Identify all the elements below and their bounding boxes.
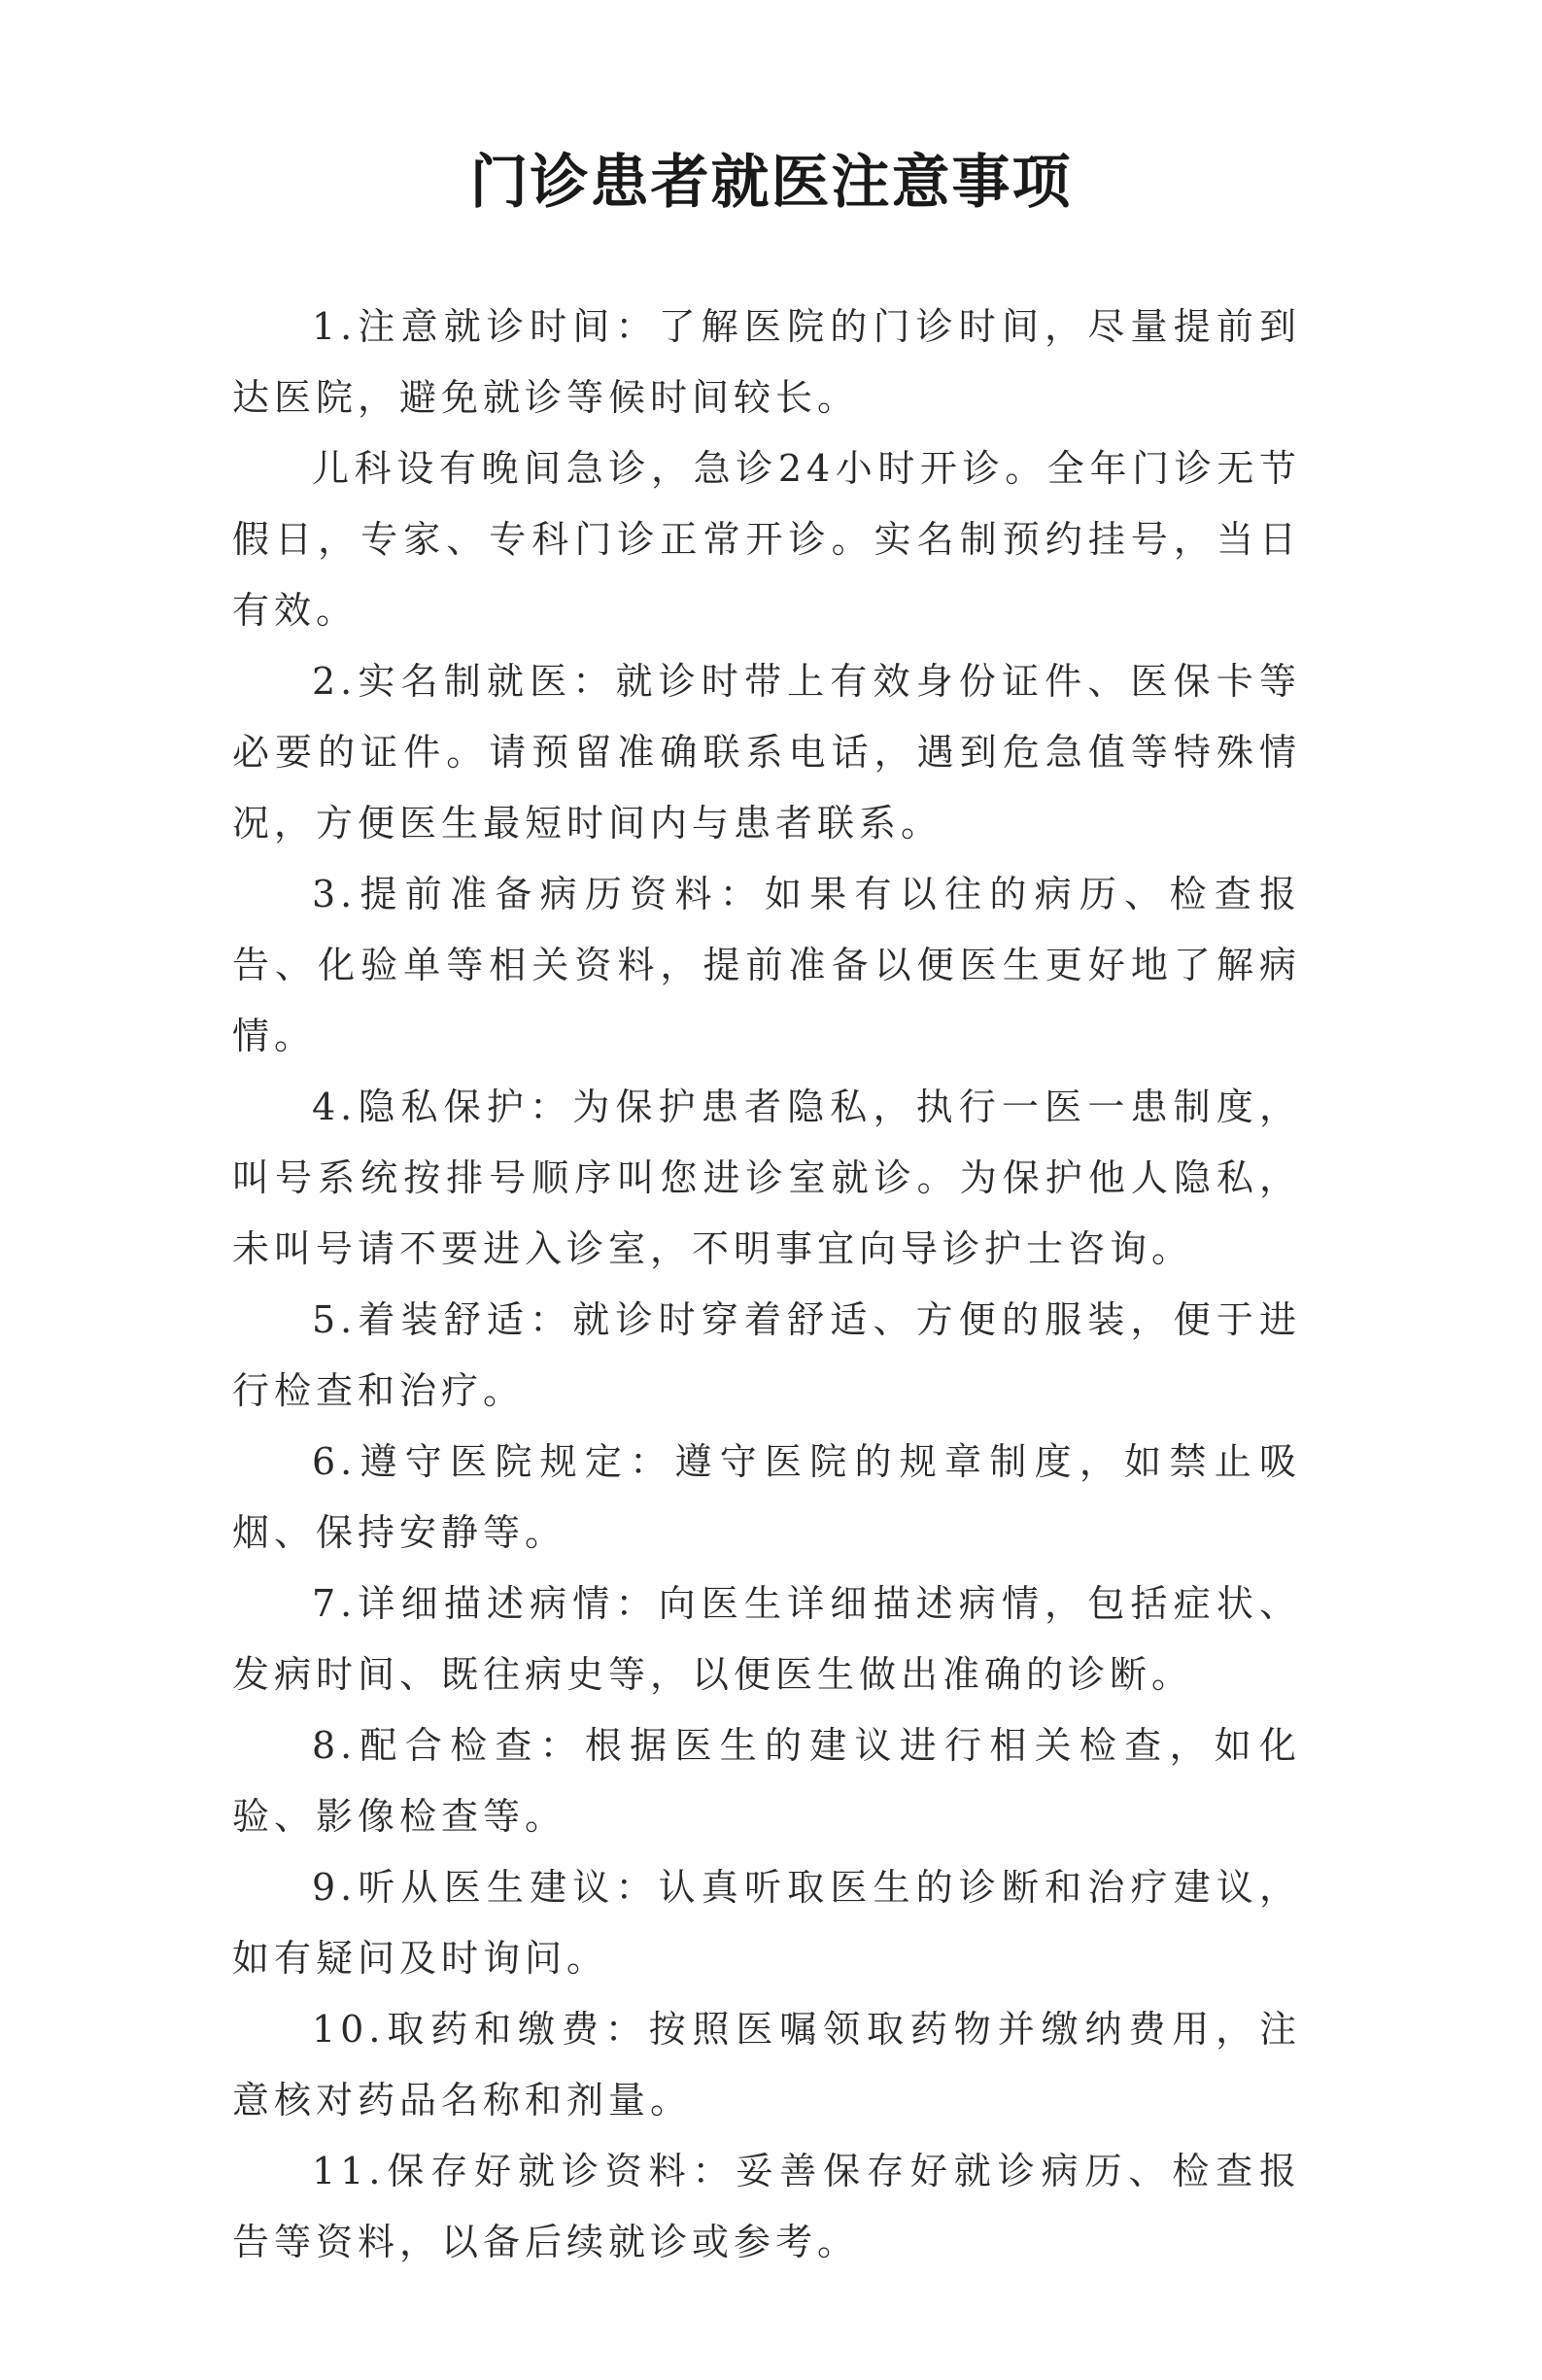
paragraph-4: 4.隐私保护：为保护患者隐私，执行一医一患制度，叫号系统按排号顺序叫您进诊室就诊。为保护他人隐私，未叫号请不要进入诊室，不明事宜向导诊护士咨询。 <box>232 1086 1301 1270</box>
paragraph-5: 5.着装舒适：就诊时穿着舒适、方便的服装，便于进行检查和治疗。 <box>232 1298 1301 1412</box>
paragraph-3: 3.提前准备病历资料：如果有以往的病历、检查报告、化验单等相关资料，提前准备以便医生更好地了解病情。 <box>232 873 1301 1057</box>
document-body <box>232 292 1301 2278</box>
paragraph-7: 7.详细描述病情：向医生详细描述病情，包括症状、发病时间、既往病史等，以便医生做出准确的诊断。 <box>232 1582 1301 1696</box>
paragraph-pediatric-emergency: 儿科设有晚间急诊，急诊24小时开诊。全年门诊无节假日，专家、专科门诊正常开诊。实名制预约挂号，当日有效。 <box>232 447 1301 632</box>
paragraph-11: 11.保存好就诊资料：妥善保存好就诊病历、检查报告等资料，以备后续就诊或参考。 <box>232 2150 1301 2263</box>
paragraph-10: 10.取药和缴费：按照医嘱领取药物并缴纳费用，注意核对药品名称和剂量。 <box>232 2008 1301 2121</box>
paragraph-6: 6.遵守医院规定：遵守医院的规章制度，如禁止吸烟、保持安静等。 <box>232 1440 1301 1554</box>
paragraph-1: 1.注意就诊时间：了解医院的门诊时间，尽量提前到达医院，避免就诊等候时间较长。 <box>232 305 1301 419</box>
paragraph-9: 9.听从医生建议：认真听取医生的诊断和治疗建议，如有疑问及时询问。 <box>232 1866 1301 1980</box>
paragraph-2: 2.实名制就医：就诊时带上有效身份证件、医保卡等必要的证件。请预留准确联系电话，遇到危急值等特殊情况，方便医生最短时间内与患者联系。 <box>232 660 1301 845</box>
paragraph-8: 8.配合检查：根据医生的建议进行相关检查，如化验、影像检查等。 <box>232 1724 1301 1838</box>
document-title: 门诊患者就医注意事项 <box>469 149 1073 217</box>
